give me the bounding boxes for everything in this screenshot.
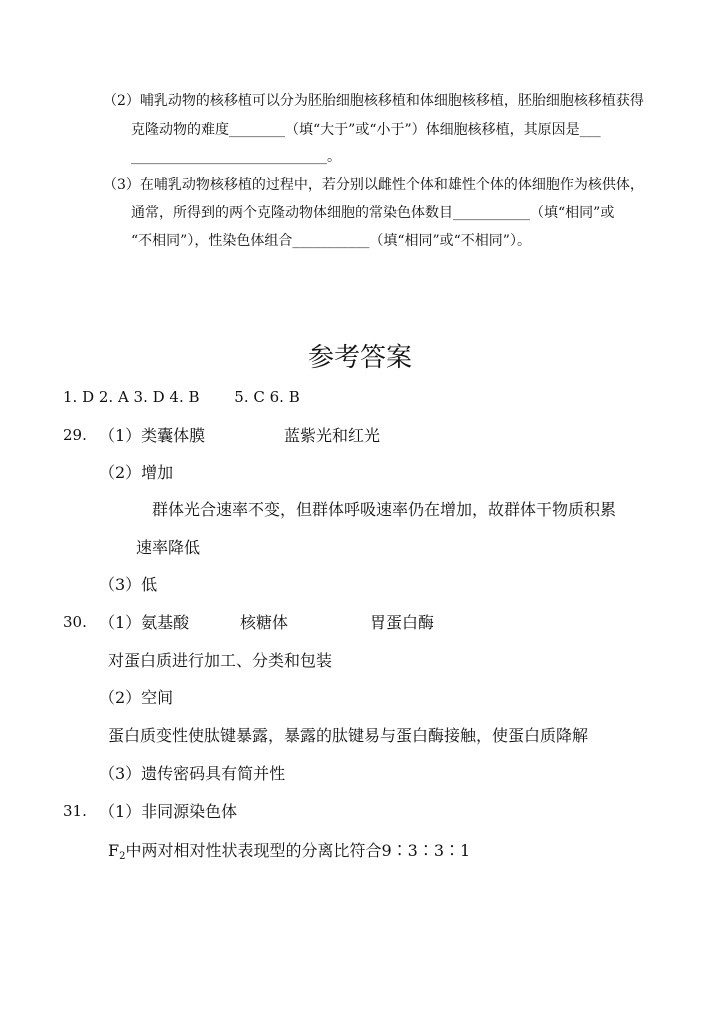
q30-part1-answer-a: （1）氨基酸: [99, 613, 190, 632]
question-2-line-2: 克隆动物的难度________（填“大于”或“小于”）体细胞核移植，其原因是___: [131, 122, 601, 138]
q31-part1-answer: （1）非同源染色体: [99, 802, 238, 821]
q30-function-answer: 对蛋白质进行加工、分类和包装: [108, 651, 333, 670]
q29-explanation-line-2: 速率降低: [136, 538, 201, 557]
q30-number: 30.: [63, 613, 87, 631]
question-3-line-3: “不相同”），性染色体组合___________（填“相同”或“不相同”）。: [131, 233, 531, 249]
question-3-line-2: 通常，所得到的两个克隆动物体细胞的常染色体数目___________（填“相同”或: [131, 205, 615, 221]
q29-part1-answer-b: 蓝紫光和红光: [284, 426, 381, 445]
q29-number: 29.: [63, 426, 87, 444]
q30-explanation: 蛋白质变性使肽键暴露，暴露的肽键易与蛋白酶接触，使蛋白质降解: [108, 726, 589, 745]
choice-answers: 1. D 2. A 3. D 4. B 5. C 6. B: [63, 388, 300, 406]
q30-part3-answer: （3）遗传密码具有简并性: [99, 764, 286, 783]
question-2-line-1: （2）哺乳动物的核移植可以分为胚胎细胞核移植和体细胞核移植，胚胎细胞核移植获得: [103, 93, 644, 109]
q29-explanation-line-1: 群体光合速率不变，但群体呼吸速率仍在增加，故群体干物质积累: [152, 500, 617, 519]
f-generation-subscript: 2: [119, 851, 126, 862]
q31-explanation: [108, 843, 470, 862]
question-3-line-1: （3）在哺乳动物核移植的过程中，若分别以雌性个体和雄性个体的体细胞作为核供体，: [103, 177, 644, 193]
q30-part1-answer-b: 核糖体: [240, 613, 289, 632]
q29-part3-answer: （3）低: [99, 575, 158, 594]
segregation-ratio-text: 中两对相对性状表现型的分离比符合9∶3∶3∶1: [125, 841, 471, 860]
q30-part2-answer: （2）空间: [99, 688, 174, 707]
q29-part1-answer-a: （1）类囊体膜: [99, 426, 206, 445]
f-generation-letter: F: [108, 841, 120, 860]
q31-number: 31.: [63, 802, 87, 820]
q30-part1-answer-c: 胃蛋白酶: [370, 613, 435, 632]
question-2-line-3: ____________________________。: [131, 149, 341, 165]
answers-title: 参考答案: [308, 343, 413, 373]
q29-part2-answer: （2）增加: [99, 463, 174, 482]
